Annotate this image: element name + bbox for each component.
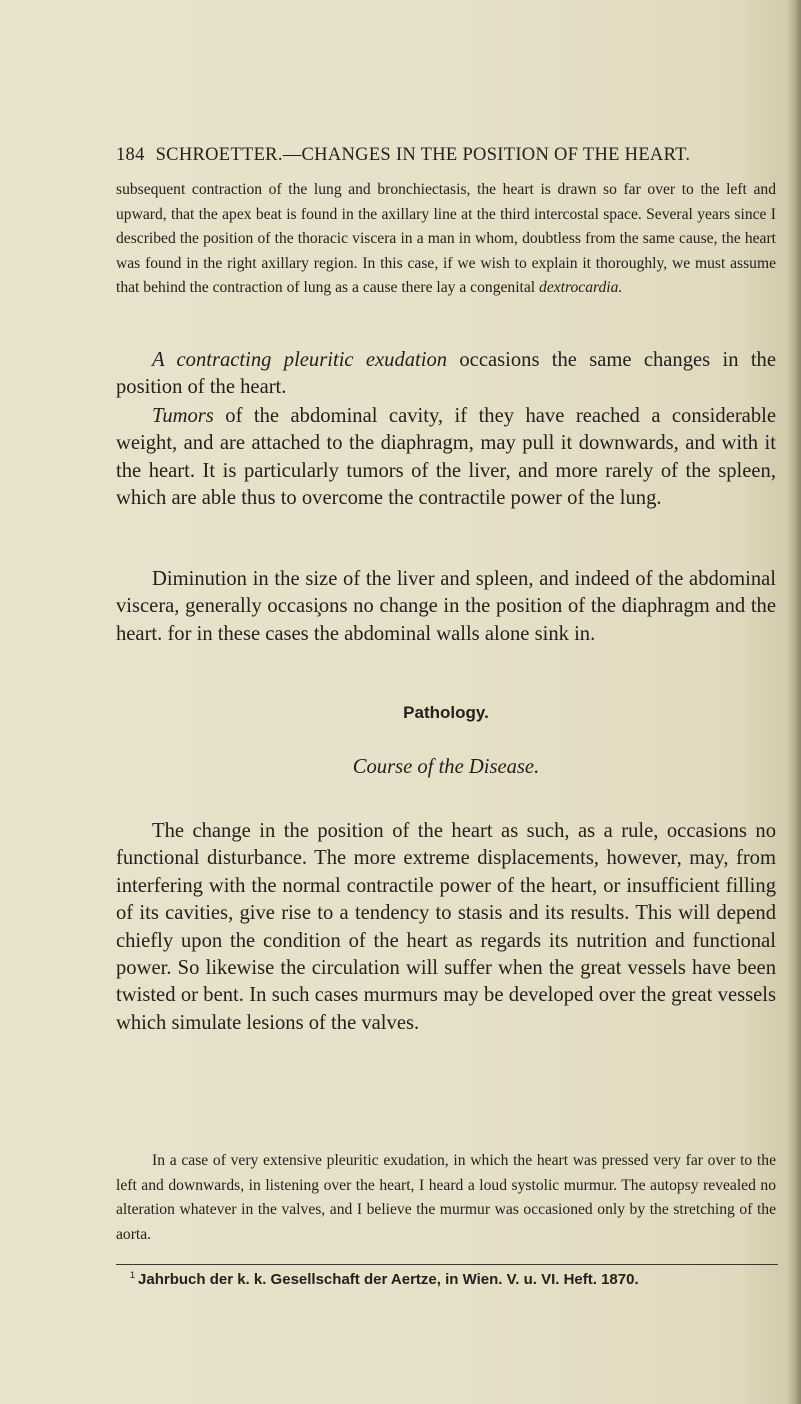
footnote-marker: 1 [130,1270,136,1280]
paragraph-text: subsequent contraction of the lung and bronchiectasis, the heart is drawn so far over to the left and upward, that the apex beat is found in the axillary line at the third intercostal space. Several years since I described the position of the thoracic viscera in a man in whom, doubtless from the same cause, the heart was found in the right axillary region. In this case, if we wish to explain it thoroughly, we must assume that behind the contraction of lung as a cause there lay a congenital [116,181,776,297]
paragraph-text: occasions the same changes in the position of the heart. [116,349,776,399]
paragraph-diminution [116,566,776,648]
italic-term-dextrocardia: dextrocardia. [539,279,623,297]
paragraph-contracting-exudation [116,347,776,402]
running-head [116,145,776,166]
paragraph-change [116,818,776,1037]
italic-term-tumors: Tumors [152,405,214,427]
paragraph-case-note [116,1149,776,1247]
paragraph-text: Diminution in the size of the liver and spleen, and indeed of the abdominal viscera, generally occasi̧ons no change in the position of the diaphragm and the heart. for in these cases the abdominal walls alone sink in. [116,568,776,645]
section-heading: Pathology. [403,703,489,722]
paragraph-continuation [116,178,776,301]
running-title: SCHROETTER.—CHANGES IN THE POSITION OF THE HEART. [155,145,691,165]
paragraph-text: In a case of very extensive pleuritic exudation, in which the heart was pressed very far over to the left and downwards, in listening over the heart, I heard a loud systolic murmur. The autopsy revealed no alteration whatever in the valves, and I believe the murmur was occasioned only by the stretching of the aorta. [116,1152,776,1243]
footnote-text: Jahrbuch der k. k. Gesellschaft der Aertze, in Wien. V. u. VI. Heft. 1870. [138,1271,639,1288]
italic-term-exudation: A contracting pleuritic exudation [152,349,448,371]
paragraph-text: of the abdominal cavity, if they have reached a considerable weight, and are attached to the diaphragm, may pull it downwards, and with it the heart. It is particularly tumors of the liver, and more rarely of the spleen, which are able thus to overcome the contractile power of the lung. [116,405,776,510]
page-edge-shadow [787,0,801,1404]
paragraph-text: The change in the position of the heart as such, as a rule, occasions no functional disturbance. The more extreme displacements, however, may, from interfering with the normal contractile power of the heart, or insufficient filling of its cavities, give rise to a tendency to stasis and its results. This will depend chiefly upon the condition of the heart as regards its nutrition and functional power. So likewise the circulation will suffer when the great vessels have been twisted or bent. In such cases murmurs may be developed over the great vessels which simulate lesions of the valves. [116,820,776,1034]
section-subheading: Course of the Disease. [352,756,540,778]
footnote-rule [116,1264,778,1265]
paragraph-tumors [116,403,776,513]
page-number: 184 [116,145,145,165]
footnote [130,1270,780,1288]
